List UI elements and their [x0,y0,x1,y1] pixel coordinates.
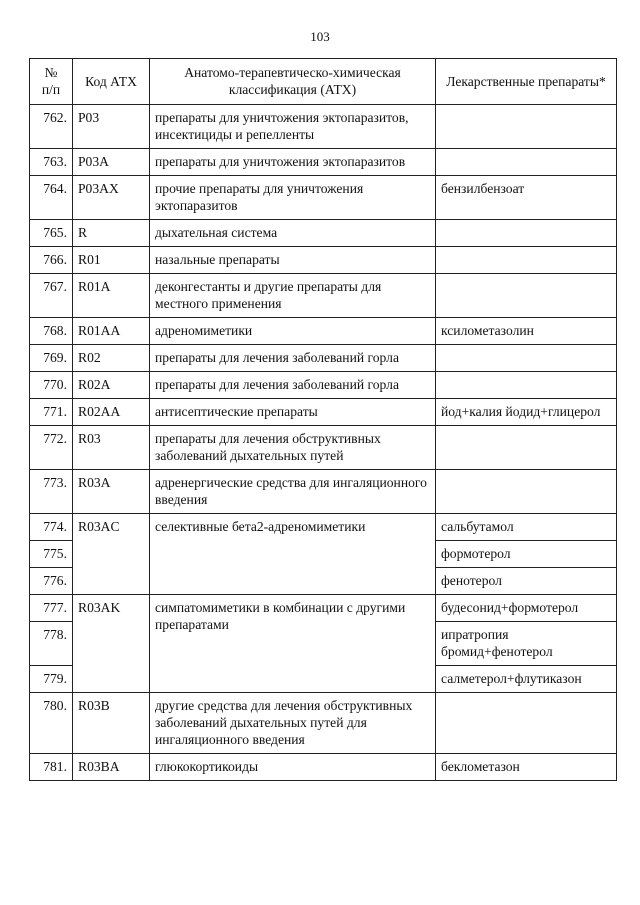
table-row [30,399,617,426]
atc-classification: препараты для лечения заболеваний горла [150,345,436,372]
row-number: 774. [30,514,73,541]
atc-classification: антисептические препараты [150,399,436,426]
atc-classification: другие средства для лечения обструктивных заболеваний дыхательных путей для ингаляционного введения [150,693,436,754]
drug-name: салметерол+флутиказон [436,666,617,693]
row-number: 777. [30,595,73,622]
atc-code: R01 [73,247,150,274]
row-number: 781. [30,754,73,781]
atc-classification: прочие препараты для уничтожения эктопаразитов [150,176,436,220]
atc-code: R03AK [73,595,150,693]
row-number: 778. [30,622,73,666]
table-row [30,105,617,149]
row-number: 780. [30,693,73,754]
atc-code: R03A [73,470,150,514]
row-number: 776. [30,568,73,595]
row-number: 762. [30,105,73,149]
drug-name [436,693,617,754]
drug-name [436,345,617,372]
drug-name: формотерол [436,541,617,568]
atc-classification: глюкокортикоиды [150,754,436,781]
table-row [30,345,617,372]
row-number: 771. [30,399,73,426]
drug-name: беклометазон [436,754,617,781]
atc-code: R [73,220,150,247]
row-number: 766. [30,247,73,274]
table-row [30,274,617,318]
drug-name: йод+калия йодид+глицерол [436,399,617,426]
row-number: 765. [30,220,73,247]
drug-name [436,470,617,514]
header-classification: Анатомо-терапевтическо-химическая классификация (АТХ) [150,59,436,105]
header-code: Код АТХ [73,59,150,105]
drug-name [436,220,617,247]
atc-code: P03AX [73,176,150,220]
drug-name: будесонид+формотерол [436,595,617,622]
table-row [30,318,617,345]
table-row [30,220,617,247]
drug-name: ипратропия бромид+фенотерол [436,622,617,666]
atc-classification: дыхательная система [150,220,436,247]
atc-classification: симпатомиметики в комбинации с другими препаратами [150,595,436,693]
drug-name [436,372,617,399]
row-number: 763. [30,149,73,176]
header-num: № п/п [30,59,73,105]
atc-code: P03A [73,149,150,176]
row-number: 767. [30,274,73,318]
drug-name: бензилбензоат [436,176,617,220]
atc-code: R03BA [73,754,150,781]
drug-name [436,426,617,470]
table-row [30,149,617,176]
table-row [30,595,617,622]
page-number: 103 [310,29,330,44]
atc-classification: препараты для уничтожения эктопаразитов [150,149,436,176]
drug-name [436,149,617,176]
row-number: 769. [30,345,73,372]
row-number: 768. [30,318,73,345]
table-row [30,426,617,470]
atc-code: R03 [73,426,150,470]
atc-classification: адренергические средства для ингаляционного введения [150,470,436,514]
atc-table [29,58,617,781]
table-row [30,470,617,514]
table-row [30,514,617,541]
drug-name [436,247,617,274]
row-number: 764. [30,176,73,220]
atc-classification: препараты для уничтожения эктопаразитов, инсектициды и репелленты [150,105,436,149]
row-number: 775. [30,541,73,568]
table-row [30,754,617,781]
atc-code: R03AC [73,514,150,595]
atc-classification: препараты для лечения обструктивных заболеваний дыхательных путей [150,426,436,470]
atc-classification: назальные препараты [150,247,436,274]
atc-classification: селективные бета2-адреномиметики [150,514,436,595]
drug-name: сальбутамол [436,514,617,541]
atc-code: R02AA [73,399,150,426]
table-row [30,247,617,274]
drug-name [436,274,617,318]
row-number: 773. [30,470,73,514]
table-row [30,372,617,399]
atc-classification: препараты для лечения заболеваний горла [150,372,436,399]
atc-code: R01AA [73,318,150,345]
atc-code: R02A [73,372,150,399]
atc-classification: деконгестанты и другие препараты для местного применения [150,274,436,318]
table-row [30,176,617,220]
header-drugs: Лекарственные препараты* [436,59,617,105]
row-number: 772. [30,426,73,470]
atc-code: R02 [73,345,150,372]
atc-classification: адреномиметики [150,318,436,345]
table-header-row [30,59,617,105]
atc-code: R01A [73,274,150,318]
atc-code: R03B [73,693,150,754]
row-number: 779. [30,666,73,693]
row-number: 770. [30,372,73,399]
drug-name [436,105,617,149]
drug-name: фенотерол [436,568,617,595]
atc-code: P03 [73,105,150,149]
drug-name: ксилометазолин [436,318,617,345]
table-row [30,693,617,754]
